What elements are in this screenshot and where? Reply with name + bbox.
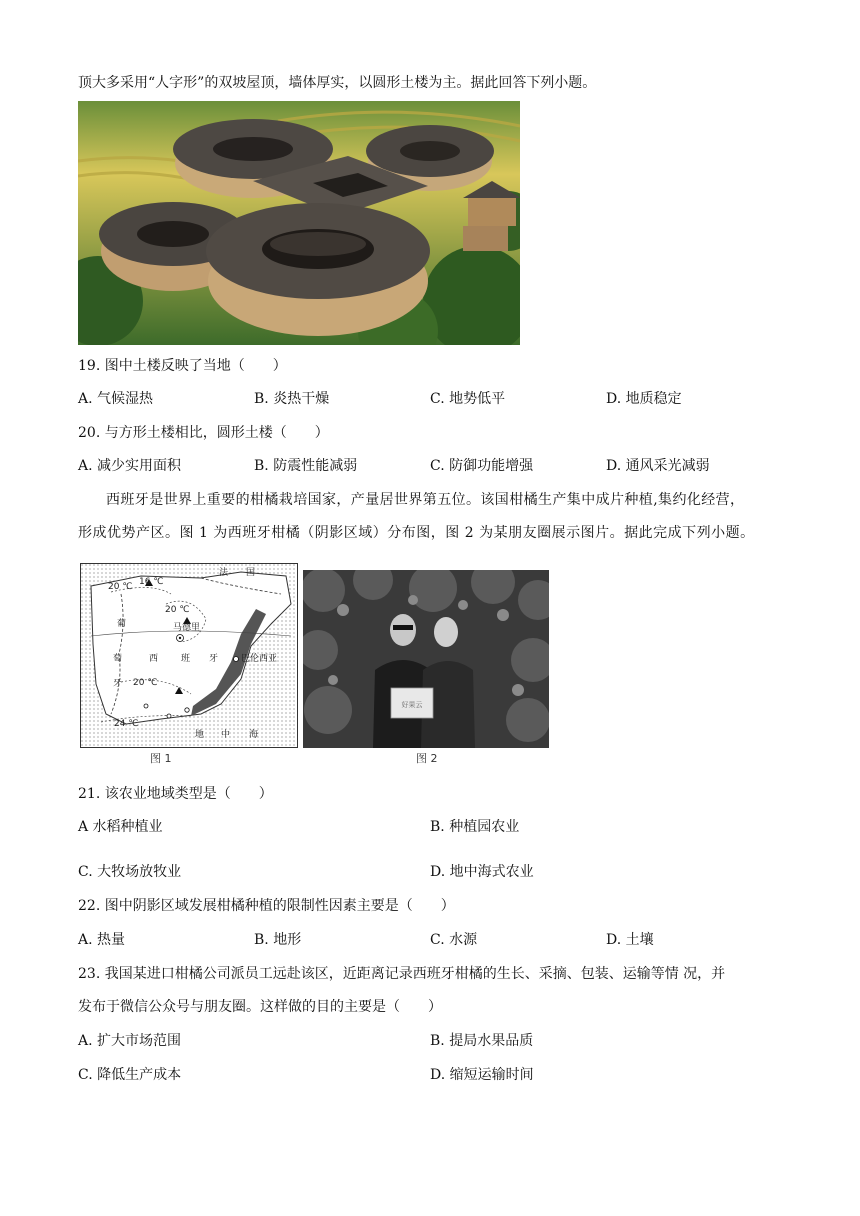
map-label-portugal-2: 萄 <box>113 654 123 664</box>
map-label-20c-b: 20 ℃ <box>165 605 190 615</box>
map-label-med-3: 海 <box>249 730 259 740</box>
q22-stem: 22. 图中阴影区域发展柑橘种植的限制性因素主要是（ ） <box>78 898 455 914</box>
q22-option-d[interactable]: D. 土壤 <box>606 932 654 948</box>
map-label-20c-a: 20 ℃ <box>108 582 133 592</box>
figure-1-caption: 图 1 <box>150 752 172 765</box>
q22-option-c[interactable]: C. 水源 <box>430 932 478 948</box>
q23-option-d[interactable]: D. 缩短运输时间 <box>430 1067 534 1083</box>
sign-text: 好果云 <box>401 701 423 709</box>
map-label-portugal-1: 葡 <box>117 619 127 629</box>
q20-stem: 20. 与方形土楼相比，圆形土楼（ ） <box>78 425 329 441</box>
map-label-valencia: 巴伦西亚 <box>241 654 278 664</box>
passage-line-2: 形成优势产区。图 1 为西班牙柑橘（阴影区域）分布图，图 2 为某朋友圈展示图片。据此完成下列小题。 <box>78 525 755 541</box>
q23-option-b[interactable]: B. 提局水果品质 <box>430 1033 534 1049</box>
q19-option-d[interactable]: D. 地质稳定 <box>606 391 682 407</box>
q23-stem-line-1: 23. 我国某进口柑橘公司派员工远赴该区，近距离记录西班牙柑橘的生长、采摘、包装、运输等情 况，并 <box>78 966 726 982</box>
map-label-spain-3: 牙 <box>209 654 219 664</box>
map-label-france: 法 国 <box>219 568 256 578</box>
q20-option-b[interactable]: B. 防震性能减弱 <box>254 458 358 474</box>
q23-option-a[interactable]: A. 扩大市场范围 <box>78 1033 182 1049</box>
map-label-med-1: 地 <box>195 730 205 740</box>
q21-option-d[interactable]: D. 地中海式农业 <box>430 864 534 880</box>
q21-stem: 21. 该农业地域类型是（ ） <box>78 786 273 802</box>
q19-option-a[interactable]: A. 气候湿热 <box>78 391 154 407</box>
q19-option-c[interactable]: C. 地势低平 <box>430 391 506 407</box>
map-label-spain-1: 西 <box>149 654 159 664</box>
moments-photo <box>303 570 549 748</box>
q20-option-c[interactable]: C. 防御功能增强 <box>430 458 534 474</box>
q21-option-a[interactable]: A 水稻种植业 <box>78 819 163 835</box>
figure-2-caption: 图 2 <box>416 752 438 765</box>
q22-option-a[interactable]: A. 热量 <box>78 932 126 948</box>
intro-text: 顶大多采用“人字形”的双坡屋顶，墙体厚实，以圆形土楼为主。据此回答下列小题。 <box>78 75 597 91</box>
passage-line-1: 西班牙是世界上重要的柑橘栽培国家，产量居世界第五位。该国柑橘生产集中成片种植,集约化经营， <box>106 492 745 508</box>
tulou-photo <box>78 101 520 345</box>
map-label-portugal-3: 牙 <box>113 679 123 689</box>
map-label-16c: 16 ℃ <box>139 577 164 587</box>
q21-option-c[interactable]: C. 大牧场放牧业 <box>78 864 182 880</box>
q23-option-c[interactable]: C. 降低生产成本 <box>78 1067 182 1083</box>
q21-option-b[interactable]: B. 种植园农业 <box>430 819 520 835</box>
map-label-20c-c: 20 ℃ <box>133 678 158 688</box>
q20-option-d[interactable]: D. 通风采光减弱 <box>606 458 710 474</box>
q20-option-a[interactable]: A. 减少实用面积 <box>78 458 182 474</box>
q23-stem-line-2: 发布于微信公众号与朋友圈。这样做的目的主要是（ ） <box>78 999 442 1015</box>
q19-stem: 19. 图中土楼反映了当地（ ） <box>78 358 287 374</box>
map-label-spain-2: 班 <box>181 654 191 664</box>
q19-option-b[interactable]: B. 炎热干燥 <box>254 391 330 407</box>
spain-citrus-map <box>80 563 298 748</box>
q22-option-b[interactable]: B. 地形 <box>254 932 302 948</box>
map-label-24c: 24 ℃ <box>114 719 139 729</box>
map-label-madrid: 马德里 <box>173 623 201 633</box>
map-label-med-2: 中 <box>221 730 231 740</box>
